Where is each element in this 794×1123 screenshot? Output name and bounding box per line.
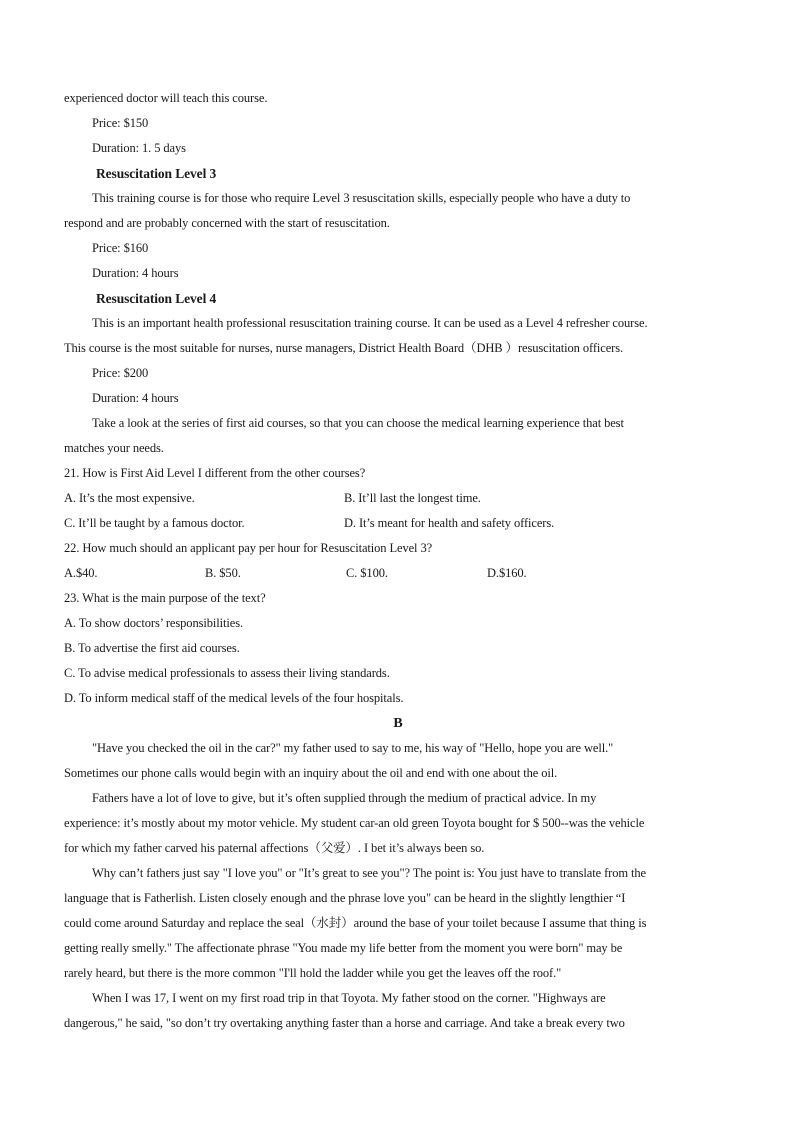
question-21-option-d: D. It’s meant for health and safety officers. xyxy=(344,516,555,530)
passage-b-p3-line-5: rarely heard, but there is the more common "I'll hold the ladder while you get the leaves off the roof." xyxy=(64,966,562,980)
question-23-option-b: B. To advertise the first aid courses. xyxy=(64,641,240,655)
level4-duration: Duration: 4 hours xyxy=(92,391,179,405)
question-23-option-d: D. To inform medical staff of the medical levels of the four hospitals. xyxy=(64,691,404,705)
level2-description-tail: experienced doctor will teach this course. xyxy=(64,91,268,105)
level4-description-line-1: This is an important health professional resuscitation training course. It can be used as a Level 4 refresher course. xyxy=(92,316,648,330)
question-23-option-c: C. To advise medical professionals to assess their living standards. xyxy=(64,666,390,680)
question-22-option-b: B. $50. xyxy=(205,566,241,580)
passage-b-p1-line-2: Sometimes our phone calls would begin with an inquiry about the oil and end with one about the oil. xyxy=(64,766,558,780)
level3-description-line-2: respond and are probably concerned with the start of resuscitation. xyxy=(64,216,390,230)
level3-description-line-1: This training course is for those who require Level 3 resuscitation skills, especially people who have a duty to xyxy=(92,191,631,205)
passage-b-p1-line-1: "Have you checked the oil in the car?" my father used to say to me, his way of "Hello, hope you are well." xyxy=(92,741,614,755)
section-b-heading: B xyxy=(393,716,403,731)
passage-b-p3-line-4: getting really smelly." The affectionate phrase "You made my life better from the moment you were born" may be xyxy=(64,941,623,955)
question-22-option-c: C. $100. xyxy=(346,566,388,580)
closing-line-1: Take a look at the series of first aid courses, so that you can choose the medical learning experience that best xyxy=(92,416,624,430)
question-23-stem: 23. What is the main purpose of the text? xyxy=(64,591,266,605)
document-page xyxy=(64,86,732,1036)
closing-line-2: matches your needs. xyxy=(64,441,164,455)
question-21-option-a: A. It’s the most expensive. xyxy=(64,491,195,505)
question-22-stem: 22. How much should an applicant pay per hour for Resuscitation Level 3? xyxy=(64,541,433,555)
question-22-option-a: A.$40. xyxy=(64,566,98,580)
passage-b-p4-line-1: When I was 17, I went on my first road trip in that Toyota. My father stood on the corner. "Highways are xyxy=(92,991,606,1005)
question-21-options-row-2 xyxy=(64,511,732,536)
question-23-option-a: A. To show doctors’ responsibilities. xyxy=(64,616,243,630)
level3-duration: Duration: 4 hours xyxy=(92,266,179,280)
passage-b-p3-line-3: could come around Saturday and replace the seal（水封）around the base of your toilet because I assume that thing is xyxy=(64,916,647,930)
question-21-stem: 21. How is First Aid Level I different from the other courses? xyxy=(64,466,366,480)
level2-price: Price: $150 xyxy=(92,116,149,130)
level2-duration: Duration: 1. 5 days xyxy=(92,141,186,155)
question-21-options-row-1 xyxy=(64,486,732,511)
level4-heading: Resuscitation Level 4 xyxy=(96,291,217,306)
level4-description-line-2: This course is the most suitable for nurses, nurse managers, District Health Board（DHB ）resuscitation officers. xyxy=(64,341,624,355)
question-21-option-c: C. It’ll be taught by a famous doctor. xyxy=(64,516,245,530)
passage-b-p2-line-2: experience: it’s mostly about my motor vehicle. My student car-an old green Toyota bought for $ 500--was the vehicle xyxy=(64,816,645,830)
passage-b-p4-line-2: dangerous," he said, "so don’t try overtaking anything faster than a horse and carriage. And take a break every two xyxy=(64,1016,625,1030)
passage-b-p3-line-1: Why can’t fathers just say "I love you" or "It’s great to see you"? The point is: You just have to translate from the xyxy=(92,866,646,880)
level3-price: Price: $160 xyxy=(92,241,149,255)
passage-b-p2-line-1: Fathers have a lot of love to give, but it’s often supplied through the medium of practical advice. In my xyxy=(92,791,597,805)
passage-b-p2-line-3: for which my father carved his paternal affections（父爱）. I bet it’s always been so. xyxy=(64,841,485,855)
level3-heading: Resuscitation Level 3 xyxy=(96,166,217,181)
question-22-options-row xyxy=(64,561,732,586)
passage-b-p3-line-2: language that is Fatherlish. Listen closely enough and the phrase love you" can be heard in the slightly lengthier “I xyxy=(64,891,626,905)
question-21-option-b: B. It’ll last the longest time. xyxy=(344,491,481,505)
question-22-option-d: D.$160. xyxy=(487,566,527,580)
level4-price: Price: $200 xyxy=(92,366,149,380)
